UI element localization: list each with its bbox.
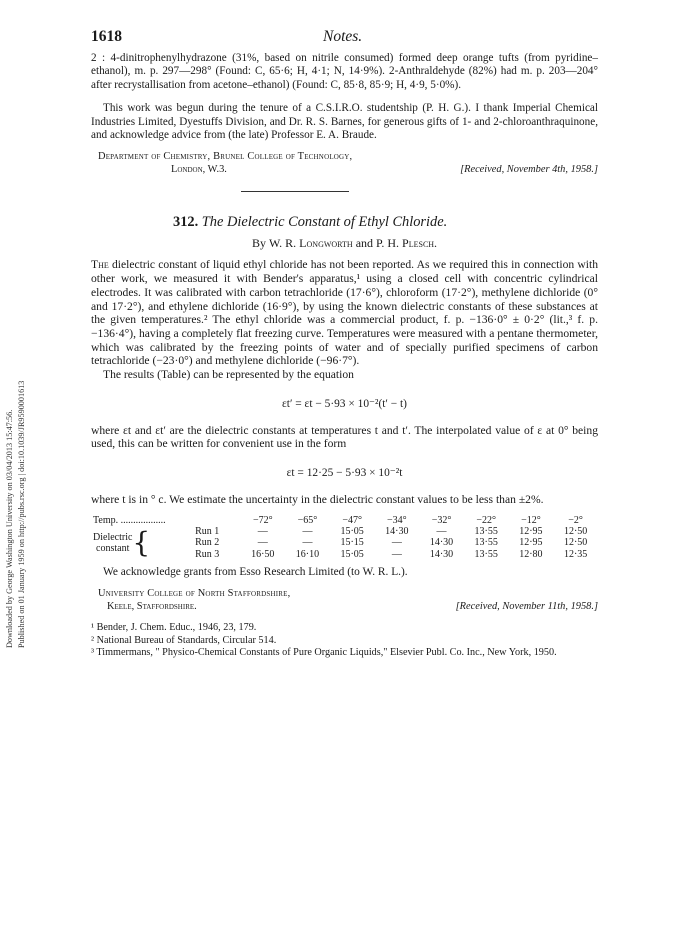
temp-label: Temp. .................. [93, 514, 166, 526]
footnotes [91, 622, 598, 659]
value-cell: — [302, 526, 313, 538]
value-cell: 14·30 [429, 548, 454, 560]
value-cell: — [391, 548, 402, 560]
address-line-1: Department of Chemistry, Brunel College of Technology, [98, 151, 353, 163]
value-cell: 16·10 [295, 548, 320, 560]
group-label-2: constant [96, 543, 130, 555]
temp-cell: −12° [521, 514, 541, 526]
dielectric-group-label [91, 526, 191, 560]
author-2: P. H. Plesch. [376, 236, 438, 251]
temp-cell: −34° [387, 514, 407, 526]
article-title-text: The Dielectric Constant of Ethyl Chloride. [201, 214, 448, 231]
value-cell: 13·55 [474, 537, 498, 549]
run-label: Run 2 [195, 537, 220, 549]
value-cell: 15·15 [340, 537, 364, 549]
value-cell: — [257, 526, 268, 538]
article-number: 312. [173, 214, 199, 231]
value-cell: — [257, 537, 268, 549]
brace-icon: { [132, 526, 151, 560]
value-cell: 14·30 [429, 537, 454, 549]
value-cell: 13·55 [474, 548, 498, 560]
address-line-1: University College of North Staffordshire, [98, 588, 291, 600]
article-body [91, 258, 598, 506]
intro-text: dielectric constant of liquid ethyl chloride has not been reported. As we required this in connection with other work, we measured it with Bender's apparatus,¹ using a closed cell with concentric cylindrical electrodes. It was calibrated with carbon tetrachloride (17·6°), chloroform (17·2°), methylene dichloride (0° and 17·2°), and ethylene dichloride (16·9°), by using the known dielectric constants of these substances at the given temperatures.² The ethyl chloride was a commercial product, f. p. −136·0° ± 0·2° (lit.,³ f. p. −136·4°), having a completely flat freezing curve. Temperatures were measured with a pentane thermometer, which was calibrated by the freezing points of water and of specially purified specimens of carbon tetrachloride (−23·0°) and methylene dichloride (−96·7°). [91, 258, 599, 368]
and-word: and [355, 236, 374, 251]
download-watermark [3, 230, 37, 650]
download-notice: Downloaded by George Washington University on 03/04/2013 15:47:56. [5, 409, 14, 648]
value-cell: 16·50 [251, 548, 275, 560]
temp-cell: −47° [342, 514, 362, 526]
value-cell: 12·50 [563, 526, 588, 538]
dielectric-table [91, 515, 598, 560]
value-cell: 15·05 [340, 526, 364, 538]
value-cell: — [302, 537, 313, 549]
value-cell: 12·80 [519, 548, 543, 560]
journal-page [91, 28, 598, 659]
by-word: By [251, 236, 266, 251]
temp-cell: −72° [252, 514, 273, 526]
author-1: W. R. Longworth [268, 236, 353, 251]
value-cell: 13·55 [474, 526, 498, 538]
article-title [91, 214, 598, 231]
address-line-2: Keele, Staffordshire. [107, 601, 197, 613]
value-cell: 14·30 [385, 526, 409, 538]
previous-article-paragraph: 2 : 4-dinitrophenylhydrazone (31%, based on nitrile consumed) formed deep orange tufts (from pyridine–ethanol), m. p. 297—298° (Found: C, 65·6; H, 4·1; N, 14·9%). 2-Anthraldehyde (82%) had m. p. 203—204° after recrystallisation from acetone–ethanol) (Found: C, 85·8, 85·9; H, 4·9, 5·0%). [91, 52, 598, 91]
run-label: Run 3 [195, 548, 220, 560]
run-label: Run 1 [195, 526, 220, 538]
value-cell: — [436, 526, 447, 538]
results-paragraph: The results (Table) can be represented by the equation [103, 368, 354, 382]
group-label-1: Dielectric [93, 531, 133, 543]
article-address [91, 587, 598, 614]
value-cell: 12·95 [519, 526, 543, 538]
running-title: Notes. [323, 28, 363, 45]
previous-article-acknowledgement: This work was begun during the tenure of a C.S.I.R.O. studentship (P. H. G.). I thank Imperial Chemical Industries Limited, Dyestuffs Division, and Dr. R. S. Barnes, for generous gifts of 1- and 2-chloroanthraquinone, and acknowledge advice from (the late) Professor E. A. Braude. [91, 102, 598, 142]
received-date: [Received, November 11th, 1958.] [455, 601, 598, 613]
value-cell: — [391, 537, 402, 549]
article-authors [91, 236, 598, 251]
previous-article-address [91, 150, 598, 177]
temp-cell: −2° [568, 514, 583, 526]
publication-notice: Published on 01 January 1959 on http://pubs.rsc.org | doi:10.1039/JR9590001613 [17, 380, 26, 648]
temp-cell: −65° [297, 514, 318, 526]
intro-paragraph [91, 258, 598, 368]
equation-1: εt′ = εt − 5·93 × 10⁻²(t′ − t) [282, 397, 407, 410]
temp-cell: −32° [431, 514, 452, 526]
value-cell: 12·95 [519, 537, 543, 549]
table-row [91, 526, 598, 537]
value-cell: 12·50 [563, 537, 588, 549]
received-date: [Received, November 4th, 1958.] [460, 164, 598, 176]
acknowledgement: We acknowledge grants from Esso Research Limited (to W. R. L.). [103, 566, 408, 579]
page-number: 1618 [91, 28, 122, 45]
footnote: ³ Timmermans, " Physico-Chemical Constants of Pure Organic Liquids," Elsevier Publ. Co. Inc., New York, 1950. [91, 646, 557, 658]
temp-cell: −22° [476, 514, 497, 526]
section-divider [241, 191, 349, 192]
uncertainty-paragraph: where t is in ° c. We estimate the uncertainty in the dielectric constant values to be less than ±2%. [91, 493, 544, 507]
address-line-2: London, W.3. [171, 164, 227, 176]
page-header [91, 28, 598, 52]
footnote: ² National Bureau of Standards, Circular 514. [91, 634, 277, 646]
intro-lead-word: The [91, 258, 109, 272]
table-row [91, 515, 598, 526]
interpolation-paragraph: where εt and εt′ are the dielectric constants at temperatures t and t′. The interpolated value of ε at 0° being used, this can be written for convenient use in the form [91, 423, 598, 451]
equation-2: εt = 12·25 − 5·93 × 10⁻²t [286, 467, 403, 480]
value-cell: 15·05 [340, 548, 364, 560]
value-cell: 12·35 [563, 548, 588, 560]
footnote: ¹ Bender, J. Chem. Educ., 1946, 23, 179. [91, 622, 257, 634]
